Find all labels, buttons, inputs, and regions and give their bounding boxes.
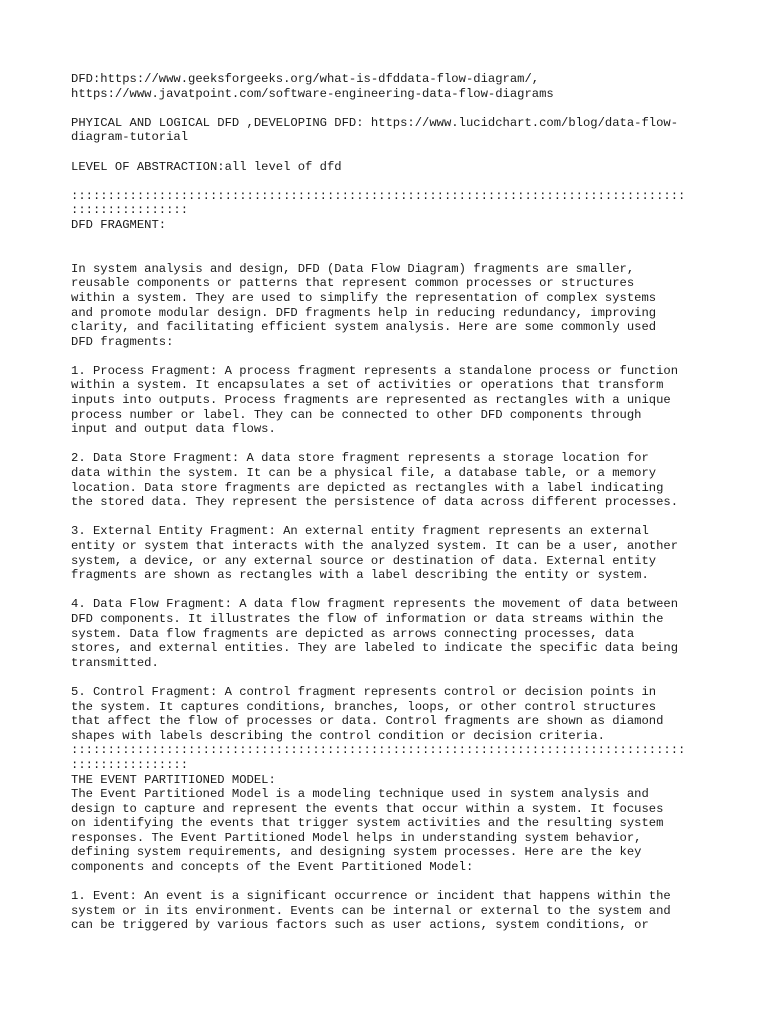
text-line: can be triggered by various factors such as user actions, system conditions, or (71, 918, 649, 933)
text-line: THE EVENT PARTITIONED MODEL: (71, 772, 276, 787)
text-line: DFD:https://www.geeksforgeeks.org/what-is-dfddata-flow-diagram/, (71, 72, 540, 86)
text-line: that affect the flow of processes or data. Control fragments are shown as diamond (71, 714, 664, 729)
text-line: DFD fragments: (71, 334, 174, 349)
text-line: system. Data flow fragments are depicted as arrows connecting processes, data (71, 626, 635, 641)
paragraph-spacer (71, 145, 711, 160)
paragraph (71, 72, 711, 101)
text-line: within a system. It encapsulates a set of activities or operations that transform (71, 378, 664, 393)
text-line: location. Data store fragments are depicted as rectangles with a label indicating (71, 480, 664, 495)
text-line: fragments are shown as rectangles with a label describing the entity or system. (71, 568, 649, 583)
text-line: 4. Data Flow Fragment: A data flow fragment represents the movement of data between (71, 597, 679, 612)
paragraph-spacer (71, 233, 711, 248)
text-line: components and concepts of the Event Partitioned Model: (71, 860, 474, 875)
text-line: system or in its environment. Events can be internal or external to the system and (71, 903, 671, 918)
text-line: 1. Event: An event is a significant occurrence or incident that happens within the (71, 889, 671, 904)
text-line: :::::::::::::::: (71, 203, 189, 218)
paragraph-spacer (71, 174, 711, 189)
text-line: DFD components. It illustrates the flow of information or data streams within the (71, 611, 664, 626)
text-line: the system. It captures conditions, branches, loops, or other control structures (71, 699, 657, 714)
paragraph (71, 189, 711, 233)
paragraph-spacer (71, 583, 711, 598)
text-line: clarity, and facilitating efficient system analysis. Here are some commonly used (71, 320, 657, 335)
text-line: system, a device, or any external source or destination of data. External entity (71, 553, 657, 568)
paragraph (71, 262, 711, 350)
paragraph (71, 597, 711, 670)
paragraph (71, 451, 711, 509)
text-line: :::::::::::::::: (71, 757, 189, 772)
paragraph-spacer (71, 875, 711, 890)
text-line: 3. External Entity Fragment: An external entity fragment represents an external (71, 524, 649, 539)
text-line: DFD FRAGMENT: (71, 217, 167, 232)
text-line: The Event Partitioned Model is a modeling technique used in system analysis and (71, 787, 649, 802)
paragraph-spacer (71, 670, 711, 685)
paragraph-spacer (71, 437, 711, 452)
paragraph (71, 685, 711, 875)
text-line: on identifying the events that trigger system activities and the resulting system (71, 816, 664, 831)
text-line: the stored data. They represent the persistence of data across different processes. (71, 495, 679, 510)
paragraph (71, 160, 711, 175)
text-line: entity or system that interacts with the analyzed system. It can be a user, another (71, 539, 679, 553)
document-page (71, 72, 711, 933)
text-line: inputs into outputs. Process fragments are represented as rectangles with a unique (71, 393, 671, 408)
text-line: :::::::::::::::::::::::::::::::::::::::::::::::::::::::::::::::::::::::::::::::::::: (71, 743, 686, 758)
paragraph-spacer (71, 349, 711, 364)
text-line: diagram-tutorial (71, 130, 189, 145)
text-line: within a system. They are used to simplify the representation of complex systems (71, 290, 657, 305)
text-line: and promote modular design. DFD fragments help in reducing redundancy, improving (71, 305, 657, 320)
text-line: PHYICAL AND LOGICAL DFD ,DEVELOPING DFD: https://www.lucidchart.com/blog/data-flow- (71, 115, 679, 130)
text-line: :::::::::::::::::::::::::::::::::::::::::::::::::::::::::::::::::::::::::::::::::::: (71, 188, 686, 203)
paragraph (71, 364, 711, 437)
text-line: design to capture and represent the events that occur within a system. It focuses (71, 801, 664, 816)
paragraph (71, 524, 711, 582)
text-line: input and output data flows. (71, 422, 276, 437)
text-line: responses. The Event Partitioned Model helps in understanding system behavior, (71, 830, 642, 845)
paragraph-spacer (71, 247, 711, 262)
paragraph-spacer (71, 101, 711, 116)
text-line: In system analysis and design, DFD (Data Flow Diagram) fragments are smaller, (71, 261, 635, 276)
paragraph (71, 116, 711, 145)
text-line: transmitted. (71, 655, 159, 670)
text-line: https://www.javatpoint.com/software-engineering-data-flow-diagrams (71, 86, 554, 101)
text-line: LEVEL OF ABSTRACTION:all level of dfd (71, 159, 342, 174)
text-line: 5. Control Fragment: A control fragment represents control or decision points in (71, 684, 657, 699)
paragraph (71, 889, 711, 933)
text-line: defining system requirements, and designing system processes. Here are the key (71, 845, 642, 860)
text-line: 1. Process Fragment: A process fragment represents a standalone process or function (71, 363, 679, 378)
paragraph-spacer (71, 510, 711, 525)
text-line: process number or label. They can be connected to other DFD components through (71, 407, 642, 422)
text-line: reusable components or patterns that represent common processes or structures (71, 276, 635, 291)
text-line: stores, and external entities. They are labeled to indicate the specific data being (71, 641, 679, 656)
text-line: data within the system. It can be a physical file, a database table, or a memory (71, 466, 657, 481)
text-line: shapes with labels describing the control condition or decision criteria. (71, 728, 605, 743)
text-line: 2. Data Store Fragment: A data store fragment represents a storage location for (71, 451, 649, 466)
